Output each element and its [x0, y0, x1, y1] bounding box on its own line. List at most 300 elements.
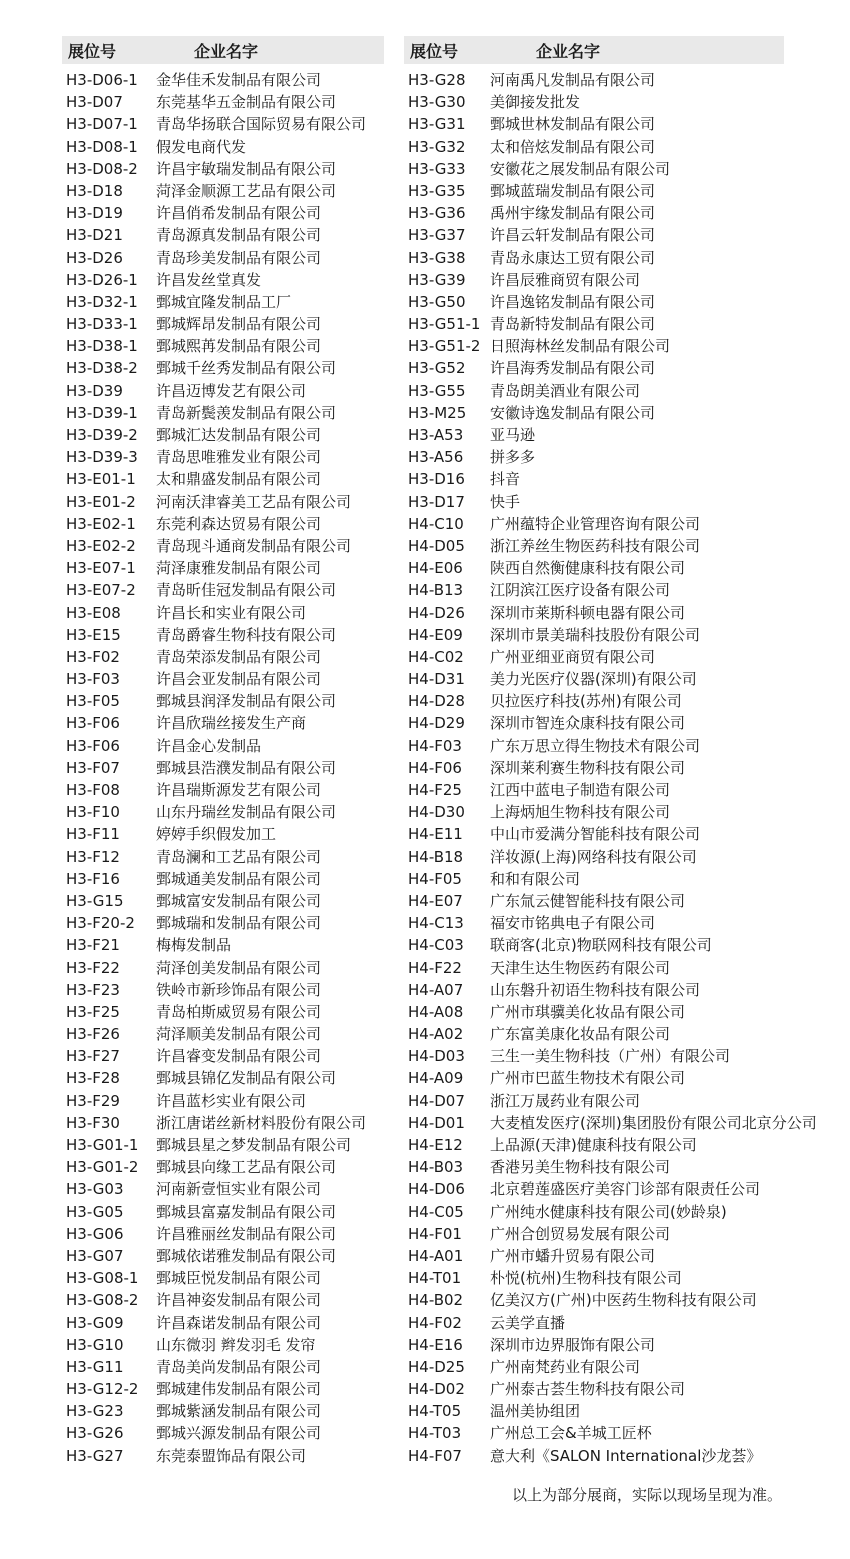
company-name: 青岛爵睿生物科技有限公司	[156, 625, 337, 644]
table-row	[62, 823, 384, 845]
booth-number: H3-E15	[66, 625, 121, 644]
booth-number: H4-F03	[408, 736, 462, 755]
booth-number: H3-F06	[66, 714, 120, 733]
company-name: 鄄城通美发制品有限公司	[156, 869, 322, 888]
company-name: 许昌云轩发制品有限公司	[490, 226, 656, 245]
booth-number: H3-G31	[408, 115, 466, 134]
booth-number: H3-G36	[408, 204, 466, 223]
table-row	[62, 424, 384, 446]
booth-number: H4-C02	[408, 647, 464, 666]
booth-number: H3-F30	[66, 1113, 120, 1132]
table-row	[404, 224, 784, 246]
table-row	[62, 668, 384, 690]
company-name: 安徽花之展发制品有限公司	[490, 159, 671, 178]
booth-number: H4-F06	[408, 758, 462, 777]
table-row	[404, 1400, 784, 1422]
table-row	[404, 1312, 784, 1334]
booth-number: H3-F25	[66, 1002, 120, 1021]
table-row	[62, 579, 384, 601]
booth-number: H4-F02	[408, 1313, 462, 1332]
company-name: 青岛现斗通商发制品有限公司	[156, 536, 352, 555]
company-name: 青岛思唯雅发业有限公司	[156, 448, 322, 467]
company-name: 许昌蓝杉实业有限公司	[156, 1091, 307, 1110]
table-row	[62, 335, 384, 357]
booth-number: H3-F12	[66, 847, 120, 866]
booth-number: H3-F05	[66, 692, 120, 711]
booth-number: H4-F22	[408, 958, 462, 977]
company-name: 和和有限公司	[490, 869, 581, 888]
table-row	[404, 1245, 784, 1267]
table-row	[62, 1289, 384, 1311]
booth-number: H4-F01	[408, 1224, 462, 1243]
table-row	[62, 1223, 384, 1245]
company-name: 禹州宇缘发制品有限公司	[490, 204, 656, 223]
booth-number: H4-D25	[408, 1357, 465, 1376]
table-row	[62, 624, 384, 646]
table-row	[404, 1445, 784, 1467]
company-name: 鄄城县锦亿发制品有限公司	[156, 1069, 337, 1088]
booth-number: H3-F02	[66, 647, 120, 666]
booth-number: H4-C13	[408, 914, 464, 933]
table-row	[62, 957, 384, 979]
booth-number: H3-F22	[66, 958, 120, 977]
company-name: 鄄城汇达发制品有限公司	[156, 426, 322, 444]
company-name: 东莞泰盟饰品有限公司	[156, 1446, 307, 1465]
booth-number: H3-F03	[66, 670, 120, 689]
booth-number: H3-D39-1	[66, 403, 138, 422]
booth-number: H3-G37	[408, 226, 466, 245]
table-row	[62, 224, 384, 246]
booth-number: H3-D17	[408, 492, 465, 511]
table-row	[62, 1156, 384, 1178]
company-name: 青岛美尚发制品有限公司	[156, 1357, 322, 1376]
table-row	[404, 1334, 784, 1356]
company-name: 青岛澜和工艺品有限公司	[156, 847, 322, 866]
right-exhibitor-list	[404, 69, 817, 1467]
company-name: 洋妆源(上海)网络科技有限公司	[490, 847, 697, 866]
booth-number: H4-D07	[408, 1091, 465, 1110]
table-row	[62, 1334, 384, 1356]
company-name: 鄄城世林发制品有限公司	[490, 115, 656, 134]
booth-number: H3-G33	[408, 159, 466, 178]
company-name: 广州南梵药业有限公司	[490, 1357, 641, 1376]
company-name: 意大利《SALON International沙龙荟》	[490, 1446, 762, 1465]
booth-number: H3-D39	[66, 381, 123, 400]
table-row	[404, 557, 784, 579]
table-row	[62, 269, 384, 291]
table-row	[404, 69, 784, 91]
booth-number: H4-F25	[408, 781, 462, 799]
table-row	[62, 868, 384, 890]
company-name: 鄄城辉昂发制品有限公司	[156, 315, 322, 334]
booth-number: H3-D18	[66, 181, 123, 200]
booth-number: H3-F29	[66, 1091, 120, 1110]
table-row	[62, 735, 384, 757]
left-column	[62, 36, 384, 1467]
booth-number: H3-G30	[408, 93, 466, 112]
table-row	[404, 979, 784, 1001]
company-name: 鄄城县星之梦发制品有限公司	[156, 1136, 352, 1154]
booth-number: H4-D26	[408, 603, 465, 622]
table-row	[62, 180, 384, 202]
table-row	[62, 380, 384, 402]
company-name: 江阴滨江医疗设备有限公司	[490, 581, 671, 600]
table-row	[404, 535, 784, 557]
table-row	[62, 446, 384, 468]
table-row	[404, 446, 784, 468]
company-name: 假发电商代发	[156, 137, 247, 156]
booth-number: H3-E07-2	[66, 581, 136, 600]
company-name: 许昌欣瑞丝接发生产商	[156, 714, 307, 733]
company-name: 许昌雅丽丝发制品有限公司	[156, 1224, 337, 1243]
company-name: 鄄城县浩濮发制品有限公司	[156, 758, 337, 777]
company-name: 山东微羽 辫发羽毛 发帘	[156, 1335, 316, 1354]
table-row	[62, 779, 384, 801]
booth-number: H4-B13	[408, 581, 464, 600]
booth-number: H4-A02	[408, 1025, 464, 1044]
table-row	[404, 1112, 817, 1134]
company-name: 鄄城紫涵发制品有限公司	[156, 1402, 322, 1421]
table-row	[404, 868, 784, 890]
company-name: 云美学直播	[490, 1313, 566, 1332]
booth-number: H4-B03	[408, 1158, 464, 1177]
booth-number: H3-M25	[408, 403, 467, 422]
booth-number: H3-G32	[408, 137, 466, 156]
table-row	[404, 712, 784, 734]
table-row	[62, 402, 384, 424]
company-name: 福安市铭典电子有限公司	[490, 914, 656, 933]
booth-number: H3-G51-1	[408, 315, 481, 334]
table-row	[62, 1090, 384, 1112]
table-row	[404, 313, 784, 335]
table-row	[404, 912, 784, 934]
company-name: 鄄城千丝秀发制品有限公司	[156, 359, 337, 378]
company-name: 许昌瑞斯源发艺有限公司	[156, 781, 322, 799]
booth-number: H4-C10	[408, 514, 464, 533]
booth-number: H3-D26	[66, 248, 123, 267]
company-name: 大麦植发医疗(深圳)集团股份有限公司北京分公司	[490, 1113, 817, 1132]
booth-header: 展位号	[410, 41, 459, 61]
table-row	[62, 69, 384, 91]
booth-number: H4-D06	[408, 1180, 465, 1199]
company-name: 鄄城建伟发制品有限公司	[156, 1380, 322, 1399]
right-column-header	[404, 36, 784, 64]
table-row	[62, 1023, 384, 1045]
company-name: 三生一美生物科技（广州）有限公司	[490, 1047, 731, 1066]
company-name: 美御接发批发	[490, 93, 581, 112]
table-row	[62, 202, 384, 224]
table-row	[404, 1067, 784, 1089]
booth-number: H4-B02	[408, 1291, 464, 1310]
table-row	[62, 846, 384, 868]
table-row	[404, 1267, 784, 1289]
table-row	[62, 513, 384, 535]
table-row	[62, 712, 384, 734]
company-name: 东莞利森达贸易有限公司	[156, 514, 322, 533]
booth-number: H3-G08-2	[66, 1291, 139, 1310]
table-row	[404, 1134, 784, 1156]
company-name: 山东丹瑞丝发制品有限公司	[156, 803, 337, 822]
company-name: 太和倍炫发制品有限公司	[490, 137, 656, 156]
booth-number: H3-D08-1	[66, 137, 138, 156]
booth-number: H4-T05	[408, 1402, 462, 1421]
company-header: 企业名字	[536, 41, 601, 61]
company-name: 东莞基华五金制品有限公司	[156, 93, 337, 112]
table-row	[404, 113, 784, 135]
table-row	[404, 491, 784, 513]
table-row	[62, 247, 384, 269]
table-row	[62, 690, 384, 712]
booth-number: H4-D02	[408, 1380, 465, 1399]
table-row	[62, 136, 384, 158]
table-row	[62, 979, 384, 1001]
booth-number: H4-E06	[408, 559, 463, 578]
right-column	[404, 36, 817, 1467]
table-row	[404, 136, 784, 158]
company-name: 河南禹凡发制品有限公司	[490, 71, 656, 89]
company-name: 上海炳旭生物科技有限公司	[490, 803, 671, 822]
booth-number: H3-E08	[66, 603, 121, 622]
company-name: 太和鼎盛发制品有限公司	[156, 470, 322, 489]
booth-number: H3-E01-1	[66, 470, 136, 489]
table-row	[404, 1023, 784, 1045]
company-name: 鄄城依诺雅发制品有限公司	[156, 1246, 337, 1265]
company-name: 金华佳禾发制品有限公司	[156, 71, 322, 89]
booth-number: H4-D05	[408, 536, 465, 555]
company-name: 美力光医疗仪器(深圳)有限公司	[490, 670, 697, 689]
table-row	[404, 424, 784, 446]
table-row	[62, 1245, 384, 1267]
booth-number: H3-D21	[66, 226, 123, 245]
table-row	[62, 890, 384, 912]
footnote: 以上为部分展商，实际以现场呈现为准。	[511, 1486, 782, 1504]
company-name: 江西中蓝电子制造有限公司	[490, 781, 671, 799]
company-name: 深圳市边界服饰有限公司	[490, 1335, 656, 1354]
company-name: 广东万思立得生物技术有限公司	[490, 736, 701, 755]
booth-number: H4-E16	[408, 1335, 463, 1354]
booth-number: H4-A08	[408, 1002, 464, 1021]
company-name: 许昌森诺发制品有限公司	[156, 1313, 322, 1332]
company-name: 广州市蟠升贸易有限公司	[490, 1246, 656, 1265]
booth-number: H3-F21	[66, 936, 120, 955]
company-name: 广州蕴特企业管理咨询有限公司	[490, 514, 701, 533]
company-name: 深圳市智连众康科技有限公司	[490, 714, 686, 733]
booth-number: H3-G51-2	[408, 337, 481, 356]
booth-number: H4-D03	[408, 1047, 465, 1066]
table-row	[62, 113, 384, 135]
table-row	[62, 535, 384, 557]
company-name: 青岛柏斯威贸易有限公司	[156, 1002, 322, 1021]
table-row	[404, 1001, 784, 1023]
company-name: 上品源(天津)健康科技有限公司	[490, 1136, 697, 1154]
left-column-header	[62, 36, 384, 64]
company-name: 青岛永康达工贸有限公司	[490, 248, 656, 267]
booth-number: H4-D29	[408, 714, 465, 733]
table-row	[404, 402, 784, 424]
booth-number: H4-E09	[408, 625, 463, 644]
booth-number: H3-G23	[66, 1402, 124, 1421]
booth-number: H4-T01	[408, 1269, 462, 1288]
booth-number: H3-D07	[66, 93, 123, 112]
booth-header: 展位号	[68, 41, 117, 61]
booth-number: H3-D16	[408, 470, 465, 489]
company-name: 许昌会亚发制品有限公司	[156, 670, 322, 689]
booth-number: H3-F26	[66, 1025, 120, 1044]
table-row	[62, 1067, 384, 1089]
booth-number: H4-C05	[408, 1202, 464, 1221]
booth-number: H3-G35	[408, 181, 466, 200]
booth-number: H3-E02-2	[66, 536, 136, 555]
table-row	[404, 180, 784, 202]
table-row	[404, 823, 784, 845]
table-row	[62, 1422, 384, 1444]
booth-number: H3-D39-2	[66, 426, 138, 444]
booth-number: H3-D07-1	[66, 115, 138, 134]
company-name: 鄄城县富嘉发制品有限公司	[156, 1202, 337, 1221]
table-row	[404, 646, 784, 668]
table-row	[404, 1045, 784, 1067]
booth-number: H4-C03	[408, 936, 464, 955]
booth-number: H3-G09	[66, 1313, 124, 1332]
company-name: 浙江唐诺丝新材料股份有限公司	[156, 1113, 367, 1132]
booth-number: H4-D01	[408, 1113, 465, 1132]
booth-number: H3-G26	[66, 1424, 124, 1443]
booth-number: H3-F20-2	[66, 914, 135, 933]
table-row	[404, 846, 784, 868]
booth-number: H3-D38-2	[66, 359, 138, 378]
table-row	[404, 934, 784, 956]
booth-number: H4-E11	[408, 825, 463, 844]
left-exhibitor-list	[62, 69, 384, 1467]
company-name: 亿美汉方(广州)中医药生物科技有限公司	[490, 1291, 757, 1310]
table-row	[62, 1001, 384, 1023]
company-name: 许昌逸铭发制品有限公司	[490, 292, 656, 311]
company-name: 安徽诗逸发制品有限公司	[490, 403, 656, 422]
company-name: 河南新壹恒实业有限公司	[156, 1180, 322, 1199]
company-name: 鄄城县润泽发制品有限公司	[156, 692, 337, 711]
table-row	[62, 934, 384, 956]
company-name: 菏泽顺美发制品有限公司	[156, 1025, 322, 1044]
table-row	[404, 624, 784, 646]
booth-number: H3-G05	[66, 1202, 124, 1221]
company-name: 广东富美康化妆品有限公司	[490, 1025, 671, 1044]
booth-number: H4-B18	[408, 847, 464, 866]
booth-number: H3-G28	[408, 71, 466, 89]
company-name: 广州市巴蓝生物技术有限公司	[490, 1069, 686, 1088]
company-name: 深圳莱利赛生物科技有限公司	[490, 758, 686, 777]
table-row	[404, 468, 784, 490]
company-name: 陕西自然衡健康科技有限公司	[490, 559, 686, 578]
booth-number: H3-D33-1	[66, 315, 138, 334]
booth-number: H4-D28	[408, 692, 465, 711]
booth-number: H3-F07	[66, 758, 120, 777]
table-row	[62, 1378, 384, 1400]
booth-number: H3-F27	[66, 1047, 120, 1066]
booth-number: H3-A56	[408, 448, 464, 467]
company-name: 温州美协组团	[490, 1402, 581, 1421]
table-row	[62, 1312, 384, 1334]
table-row	[404, 1178, 784, 1200]
table-row	[404, 91, 784, 113]
table-row	[404, 357, 784, 379]
company-name: 山东磐升初语生物科技有限公司	[490, 980, 701, 999]
company-name: 菏泽创美发制品有限公司	[156, 958, 322, 977]
company-name: 青岛珍美发制品有限公司	[156, 248, 322, 267]
booth-number: H4-F07	[408, 1446, 462, 1465]
table-row	[404, 1156, 784, 1178]
booth-number: H3-G12-2	[66, 1380, 139, 1399]
company-name: 青岛新特发制品有限公司	[490, 315, 656, 334]
booth-number: H3-G03	[66, 1180, 124, 1199]
table-row	[62, 1178, 384, 1200]
company-name: 许昌宇敏瑞发制品有限公司	[156, 159, 337, 178]
company-name: 青岛华扬联合国际贸易有限公司	[156, 115, 367, 134]
table-row	[62, 646, 384, 668]
table-row	[62, 912, 384, 934]
booth-number: H4-D30	[408, 803, 465, 822]
company-header: 企业名字	[194, 41, 259, 61]
booth-number: H3-F11	[66, 825, 120, 844]
booth-number: H3-F23	[66, 980, 120, 999]
booth-number: H3-D08-2	[66, 159, 138, 178]
table-row	[62, 757, 384, 779]
booth-number: H3-E07-1	[66, 559, 136, 578]
company-name: 中山市爱满分智能科技有限公司	[490, 825, 701, 844]
company-name: 拼多多	[490, 448, 536, 467]
table-row	[404, 380, 784, 402]
booth-number: H4-T03	[408, 1424, 462, 1443]
table-row	[404, 1378, 784, 1400]
booth-number: H3-G50	[408, 292, 466, 311]
booth-number: H3-D06-1	[66, 71, 138, 89]
booth-number: H3-G38	[408, 248, 466, 267]
company-name: 贝拉医疗科技(苏州)有限公司	[490, 692, 682, 711]
booth-number: H3-F08	[66, 781, 120, 799]
company-name: 鄄城兴源发制品有限公司	[156, 1424, 322, 1443]
booth-number: H3-G27	[66, 1446, 124, 1465]
booth-number: H3-G39	[408, 270, 466, 289]
booth-number: H3-D38-1	[66, 337, 138, 356]
booth-number: H3-F06	[66, 736, 120, 755]
table-row	[404, 291, 784, 313]
company-name: 朴悦(杭州)生物科技有限公司	[490, 1269, 682, 1288]
booth-number: H3-G15	[66, 891, 124, 910]
company-name: 许昌神姿发制品有限公司	[156, 1291, 322, 1310]
company-name: 许昌迈博发艺有限公司	[156, 381, 307, 400]
table-row	[62, 291, 384, 313]
company-name: 浙江万晟药业有限公司	[490, 1091, 641, 1110]
table-row	[404, 757, 784, 779]
booth-number: H3-G01-2	[66, 1158, 139, 1177]
booth-number: H4-A01	[408, 1246, 464, 1265]
company-name: 广东氚云健智能科技有限公司	[490, 891, 686, 910]
company-name: 鄄城瑞和发制品有限公司	[156, 914, 322, 933]
booth-number: H4-E12	[408, 1136, 463, 1154]
company-name: 深圳市莱斯科顿电器有限公司	[490, 603, 686, 622]
booth-number: H3-G08-1	[66, 1269, 139, 1288]
company-name: 日照海林丝发制品有限公司	[490, 337, 671, 356]
company-name: 北京碧莲盛医疗美容门诊部有限责任公司	[490, 1180, 761, 1199]
table-row	[62, 1201, 384, 1223]
company-name: 许昌海秀发制品有限公司	[490, 359, 656, 378]
booth-number: H4-F05	[408, 869, 462, 888]
company-name: 青岛源真发制品有限公司	[156, 226, 322, 245]
table-row	[404, 735, 784, 757]
company-name: 鄄城蓝瑞发制品有限公司	[490, 181, 656, 200]
company-name: 青岛昕佳冠发制品有限公司	[156, 581, 337, 600]
company-name: 许昌睿变发制品有限公司	[156, 1047, 322, 1066]
table-row	[404, 801, 784, 823]
